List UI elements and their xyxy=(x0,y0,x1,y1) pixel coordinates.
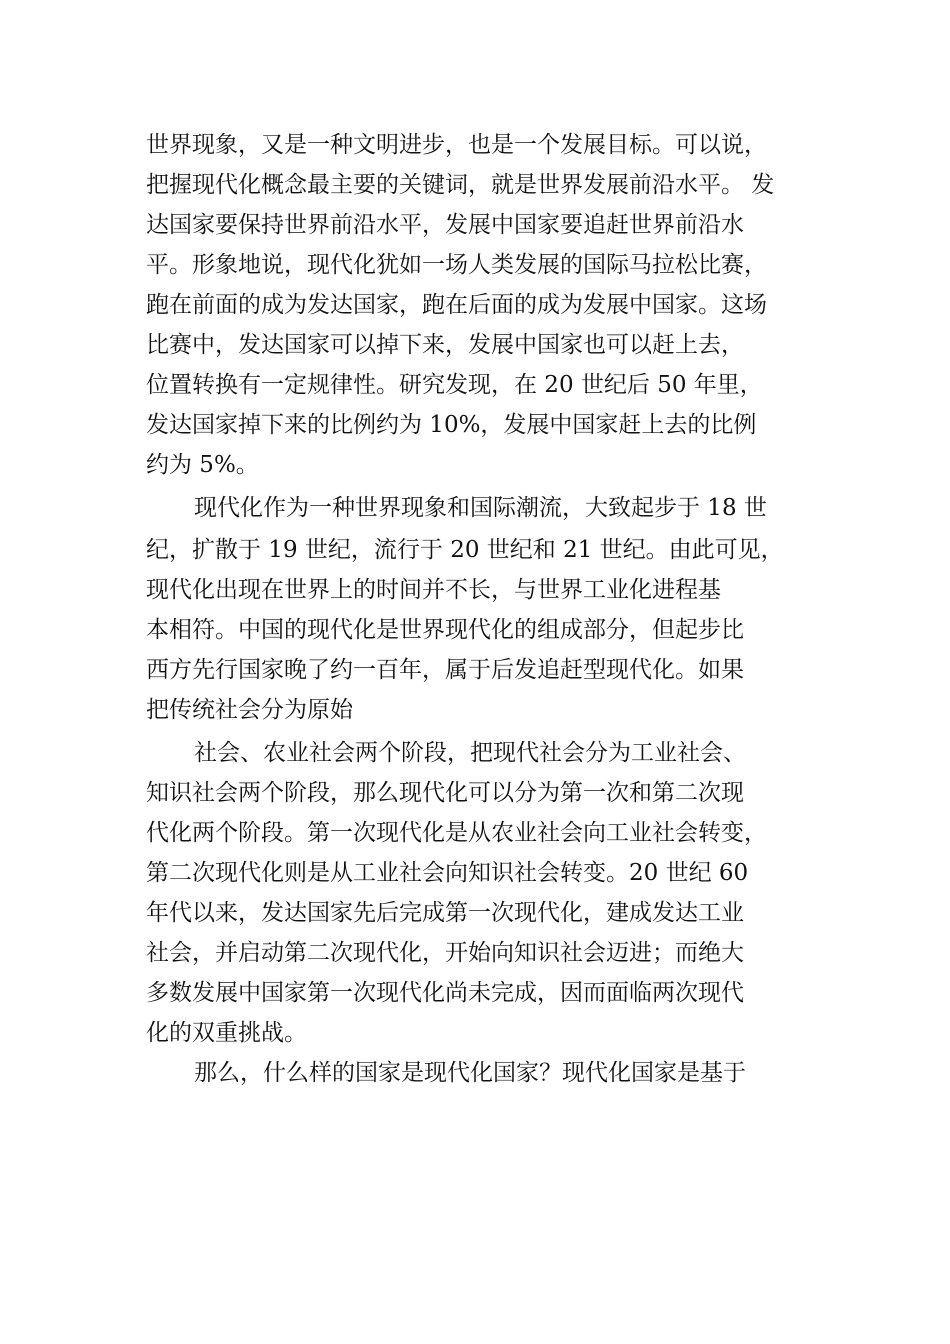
text-line-4: 平。形象地说，现代化犹如一场人类发展的国际马拉松比赛， xyxy=(146,252,767,278)
text-line-19: 第二次现代化则是从工业社会向知识社会转变。20 世纪 60 xyxy=(146,860,749,886)
text-line-10: 现代化作为一种世界现象和国际潮流，大致起步于 18 世 xyxy=(194,495,767,521)
text-line-21: 社会，并启动第二次现代化，开始向知识社会迈进；而绝大 xyxy=(146,940,744,966)
text-line-24: 那么，什么样的国家是现代化国家？现代化国家是基于 xyxy=(194,1060,746,1086)
text-line-17: 知识社会两个阶段，那么现代化可以分为第一次和第二次现 xyxy=(146,780,744,806)
text-line-13: 本相符。中国的现代化是世界现代化的组成部分，但起步比 xyxy=(146,617,744,643)
text-line-7: 位置转换有一定规律性。研究发现，在 20 世纪后 50 年里， xyxy=(146,372,763,398)
text-line-18: 代化两个阶段。第一次现代化是从农业社会向工业社会转变， xyxy=(146,820,767,846)
text-line-14: 西方先行国家晚了约一百年，属于后发追赶型现代化。如果 xyxy=(146,657,744,683)
text-line-2: 把握现代化概念最主要的关键词，就是世界发展前沿水平。 发 xyxy=(146,172,775,198)
text-line-16: 社会、农业社会两个阶段，把现代社会分为工业社会、 xyxy=(194,740,746,766)
text-line-11: 纪，扩散于 19 世纪，流行于 20 世纪和 21 世纪。由此可见， xyxy=(146,537,784,563)
text-line-9: 约为 5%。 xyxy=(146,452,259,478)
text-line-15: 把传统社会分为原始 xyxy=(146,697,353,723)
text-line-1: 世界现象，又是一种文明进步，也是一个发展目标。可以说， xyxy=(146,132,767,158)
text-line-20: 年代以来，发达国家先后完成第一次现代化，建成发达工业 xyxy=(146,900,744,926)
text-line-8: 发达国家掉下来的比例约为 10%，发展中国家赶上去的比例 xyxy=(146,412,757,438)
text-line-12: 现代化出现在世界上的时间并不长，与世界工业化进程基 xyxy=(146,577,721,603)
text-line-3: 达国家要保持世界前沿水平，发展中国家要追赶世界前沿水 xyxy=(146,212,744,238)
text-line-5: 跑在前面的成为发达国家，跑在后面的成为发展中国家。这场 xyxy=(146,292,767,318)
text-line-23: 化的双重挑战。 xyxy=(146,1020,307,1046)
text-line-22: 多数发展中国家第一次现代化尚未完成，因而面临两次现代 xyxy=(146,980,744,1006)
text-line-6: 比赛中，发达国家可以掉下来，发展中国家也可以赶上去， xyxy=(146,332,744,358)
